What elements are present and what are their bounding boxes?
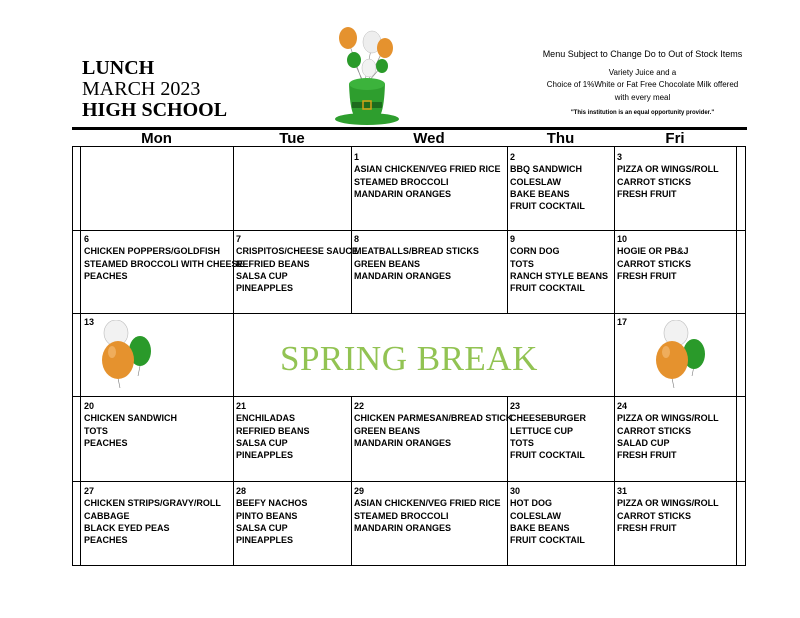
menu-item: LETTUCE CUP	[510, 425, 573, 436]
date-number: 27	[84, 486, 95, 496]
date-number: 30	[510, 486, 521, 496]
date-number: 9	[510, 234, 516, 244]
day-header-fri: Fri	[665, 130, 685, 147]
title-school: HIGH SCHOOL	[82, 99, 228, 121]
date-number: 2	[510, 152, 516, 162]
date-number: 17	[617, 317, 628, 327]
day-cell-fri-3	[617, 151, 719, 200]
menu-item: CHICKEN STRIPS/GRAVY/ROLL	[84, 498, 221, 509]
day-cell-wed-22	[354, 400, 512, 449]
menu-item: SALAD CUP	[617, 437, 670, 448]
menu-item: COLESLAW	[510, 176, 561, 187]
day-cell-wed-29	[354, 485, 501, 534]
date-number: 6	[84, 234, 90, 244]
day-cell-mon-6	[84, 233, 244, 282]
menu-item: CRISPITOS/CHEESE SAUCE	[236, 246, 358, 257]
menu-item: MANDARIN ORANGES	[354, 522, 452, 533]
day-cell-tue-28	[236, 485, 307, 546]
menu-item: PEACHES	[84, 535, 128, 546]
day-cell-mon-13	[84, 316, 94, 328]
menu-item: PEACHES	[84, 437, 128, 448]
menu-item: GREEN BEANS	[354, 258, 421, 269]
menu-item: SALSA CUP	[236, 437, 288, 448]
date-number: 7	[236, 234, 242, 244]
leprechaun-hat-icon	[332, 26, 402, 126]
menu-item: PINEAPPLES	[236, 535, 294, 546]
grid-row-divider	[73, 396, 745, 397]
day-cell-fri-31	[617, 485, 719, 534]
date-number: 29	[354, 486, 365, 496]
menu-item: PIZZA OR WINGS/ROLL	[617, 498, 719, 509]
note-milk: Choice of 1%White or Fat Free Chocolate Milk offered	[546, 80, 739, 89]
menu-item: RANCH STYLE BEANS	[510, 270, 609, 281]
header-rule	[72, 127, 747, 130]
menu-item: REFRIED BEANS	[236, 425, 310, 436]
day-cell-thu-30	[510, 485, 585, 546]
menu-item: ASIAN CHICKEN/VEG FRIED RICE	[354, 498, 501, 509]
day-cell-tue-7	[236, 233, 358, 294]
note-juice: Variety Juice and a	[608, 67, 677, 77]
menu-notes	[530, 48, 755, 120]
menu-item: BAKE BEANS	[510, 522, 570, 533]
menu-item: PIZZA OR WINGS/ROLL	[617, 413, 719, 424]
menu-item: CABBAGE	[84, 510, 130, 521]
menu-item: MANDARIN ORANGES	[354, 437, 452, 448]
menu-item: MANDARIN ORANGES	[354, 270, 452, 281]
menu-item: FRESH FRUIT	[617, 522, 677, 533]
menu-item: CHICKEN SANDWICH	[84, 413, 177, 424]
menu-item: FRUIT COCKTAIL	[510, 535, 585, 546]
day-header-wed: Wed	[413, 130, 445, 147]
menu-item: HOT DOG	[510, 498, 552, 509]
menu-item: BLACK EYED PEAS	[84, 522, 170, 533]
menu-item: PIZZA OR WINGS/ROLL	[617, 164, 719, 175]
day-cell-thu-23	[510, 400, 586, 461]
menu-item: TOTS	[510, 437, 534, 448]
menu-item: STEAMED BROCCOLI	[354, 176, 449, 187]
date-number: 21	[236, 401, 247, 411]
title-month: MARCH 2023	[82, 78, 201, 100]
menu-item: ASIAN CHICKEN/VEG FRIED RICE	[354, 164, 501, 175]
grid-col-divider	[233, 147, 234, 565]
menu-item: GREEN BEANS	[354, 425, 421, 436]
menu-item: STEAMED BROCCOLI	[354, 510, 449, 521]
menu-item: PINTO BEANS	[236, 510, 298, 521]
date-number: 3	[617, 152, 623, 162]
day-header-thu: Thu	[546, 130, 575, 147]
day-cell-fri-17	[617, 316, 627, 328]
menu-item: CHICKEN PARMESAN/BREAD STICK	[354, 413, 513, 424]
title-lunch: LUNCH	[82, 57, 155, 79]
menu-item: MANDARIN ORANGES	[354, 188, 452, 199]
menu-item: REFRIED BEANS	[236, 258, 310, 269]
day-cell-fri-10	[617, 233, 691, 282]
date-number: 20	[84, 401, 95, 411]
grid-col-divider	[614, 147, 615, 565]
grid-row-divider	[73, 313, 745, 314]
date-number: 8	[354, 234, 360, 244]
grid-row-divider	[73, 230, 745, 231]
menu-item: CARROT STICKS	[617, 176, 691, 187]
grid-col-divider	[351, 396, 352, 565]
note-equal-opportunity: "This institution is an equal opportunity provider."	[570, 110, 715, 116]
date-number: 10	[617, 234, 628, 244]
menu-item: FRUIT COCKTAIL	[510, 450, 585, 461]
menu-item: COLESLAW	[510, 510, 561, 521]
menu-title	[82, 58, 227, 121]
menu-item: CHEESEBURGER	[510, 413, 587, 424]
date-number: 13	[84, 317, 95, 327]
menu-item: CARROT STICKS	[617, 510, 691, 521]
day-cell-mon-27	[84, 485, 221, 546]
menu-item: ENCHILADAS	[236, 413, 296, 424]
note-menu-subject: Menu Subject to Change Do to Out of Stock Items	[542, 49, 743, 59]
menu-item: BBQ SANDWICH	[510, 164, 582, 175]
day-cell-wed-1	[354, 151, 501, 200]
menu-item: PINEAPPLES	[236, 450, 294, 461]
grid-col-divider	[736, 147, 737, 565]
day-cell-wed-8	[354, 233, 479, 282]
date-number: 22	[354, 401, 365, 411]
menu-item: MEATBALLS/BREAD STICKS	[354, 246, 479, 257]
menu-item: FRESH FRUIT	[617, 270, 677, 281]
menu-item: SALSA CUP	[236, 270, 288, 281]
menu-item: STEAMED BROCCOLI WITH CHEESE	[84, 258, 244, 269]
date-number: 24	[617, 401, 628, 411]
date-number: 31	[617, 486, 628, 496]
note-every-meal: with every meal	[614, 92, 671, 102]
grid-col-divider	[507, 147, 508, 313]
date-number: 28	[236, 486, 247, 496]
day-cell-thu-9	[510, 233, 608, 294]
menu-item: PINEAPPLES	[236, 283, 294, 294]
day-cell-fri-24	[617, 400, 719, 461]
menu-item: PEACHES	[84, 270, 128, 281]
day-cell-thu-2	[510, 151, 585, 212]
day-header-mon: Mon	[141, 130, 172, 147]
menu-item: FRESH FRUIT	[617, 188, 677, 199]
spring-break-label: SPRING BREAK	[280, 339, 538, 378]
date-number: 1	[354, 152, 360, 162]
menu-item: CORN DOG	[510, 246, 560, 257]
menu-item: CARROT STICKS	[617, 425, 691, 436]
menu-item: FRUIT COCKTAIL	[510, 283, 585, 294]
menu-item: TOTS	[84, 425, 108, 436]
menu-item: BAKE BEANS	[510, 188, 570, 199]
date-number: 23	[510, 401, 521, 411]
balloons-icon	[98, 320, 158, 390]
balloons-icon	[652, 320, 712, 390]
menu-item: CARROT STICKS	[617, 258, 691, 269]
day-cell-mon-20	[84, 400, 177, 449]
menu-item: CHICKEN POPPERS/GOLDFISH	[84, 246, 221, 257]
day-cell-tue-21	[236, 400, 310, 461]
menu-item: TOTS	[510, 258, 534, 269]
menu-item: FRUIT COCKTAIL	[510, 201, 585, 212]
day-header-tue: Tue	[279, 130, 305, 147]
grid-col-divider	[80, 147, 81, 565]
grid-row-divider	[73, 481, 745, 482]
menu-item: BEEFY NACHOS	[236, 498, 308, 509]
menu-item: HOGIE OR PB&J	[617, 246, 689, 257]
menu-item: FRESH FRUIT	[617, 450, 677, 461]
menu-item: SALSA CUP	[236, 522, 288, 533]
